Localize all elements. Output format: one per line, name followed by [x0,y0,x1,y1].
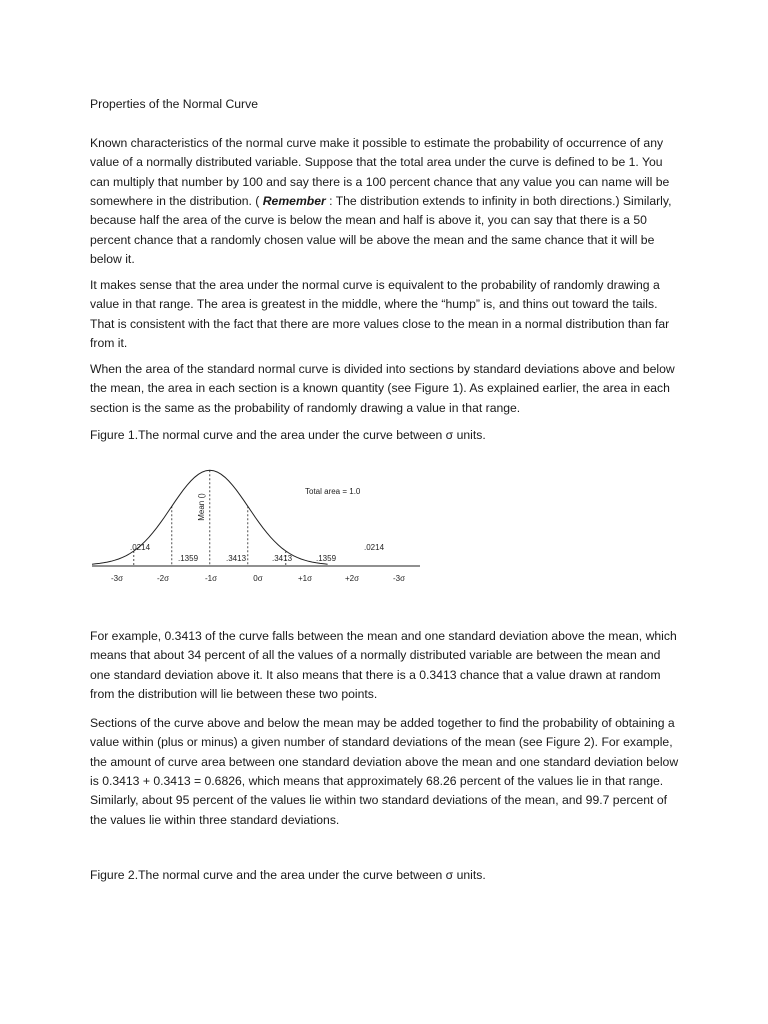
area-label-plus-1-to-plus-2: .1359 [316,554,337,563]
normal-curve-diagram [92,465,422,590]
mean-axis-label: Mean () [197,493,206,521]
normal-curve-figure [92,465,422,590]
area-label-mean-to-plus-1: .3413 [272,554,293,563]
tick-label-minus-2-sigma: -2σ [156,574,170,583]
paragraph-text: Known characteristics of the normal curve make it possible to estimate the probability of occurrence of any value of a normally distributed variable. Suppose that the total area under the curve is defined to be 1. You can multiply that number by 100 and say there is a 100 percent chance that any value you can name will be somewhere in the distribution. ( [90,136,670,209]
area-label-minus-1-to-mean: .3413 [226,554,247,563]
paragraph-area-probability: It makes sense that the area under the normal curve is equivalent to the probability of randomly drawing a value in that range. The area is greatest in the middle, where the “hump” is, and thins out toward the tails. That is consistent with the fact that there are more values close to the mean in a normal distribution than far from it. [90,278,670,351]
tick-label-minus-1-sigma: -1σ [204,574,218,583]
paragraph-known-characteristics [90,134,682,269]
normal-curve-line [92,470,328,564]
tick-label-zero-sigma: 0σ [253,574,263,583]
figure-1-caption: Figure 1.The normal curve and the area under the curve between σ units. [90,428,486,443]
paragraph-sections-added: Sections of the curve above and below the mean may be added together to find the probability of obtaining a value within (plus or minus) a given number of standard deviations of the mean (see Figure 2). For example, the amount of curve area between one standard deviation above the mean and one standard deviation below is 0.3413 + 0.3413 = 0.6826, which means that approximately 68.26 percent of the values lie in that range. Similarly, about 95 percent of the values lie within two standard deviations of the mean, and 99.7 percent of the values lie within three standard deviations. [90,716,679,827]
paragraph-standard-deviations: When the area of the standard normal curve is divided into sections by standard deviations above and below the mean, the area in each section is a known quantity (see Figure 1). As explained earlier, the area in each section is the same as the probability of randomly drawing a value in that range. [90,362,675,415]
area-label-left-tail: .0214 [130,543,151,552]
remember-emphasis: Remember [262,194,326,209]
tick-label-plus-1-sigma: +1σ [297,574,313,583]
paragraph-example-3413: For example, 0.3413 of the curve falls between the mean and one standard deviation above the mean, which means that about 34 percent of all the values of a normally distributed variable are between the mean and one standard deviation above it. It also means that there is a 0.3413 chance that a value drawn at random from the distribution will lie between these two points. [90,629,677,702]
document-title: Properties of the Normal Curve [90,97,258,111]
paragraph-text: : The distribution extends to infinity in both directions.) Similarly, because half the area of the curve is below the mean and half is above it, you can say that there is a 50 percent chance that a randomly chosen value will be above the mean and the same chance that it will be below it. [90,194,672,266]
tick-label-plus-3-sigma: -3σ [392,574,406,583]
area-label-right-tail: .0214 [364,543,385,552]
area-label-minus-2-to-minus-1: .1359 [178,554,199,563]
tick-label-plus-2-sigma: +2σ [344,574,360,583]
total-area-label: Total area = 1.0 [305,487,361,496]
figure-2-caption: Figure 2.The normal curve and the area under the curve between σ units. [90,868,486,883]
tick-label-minus-3-sigma: -3σ [110,574,124,583]
